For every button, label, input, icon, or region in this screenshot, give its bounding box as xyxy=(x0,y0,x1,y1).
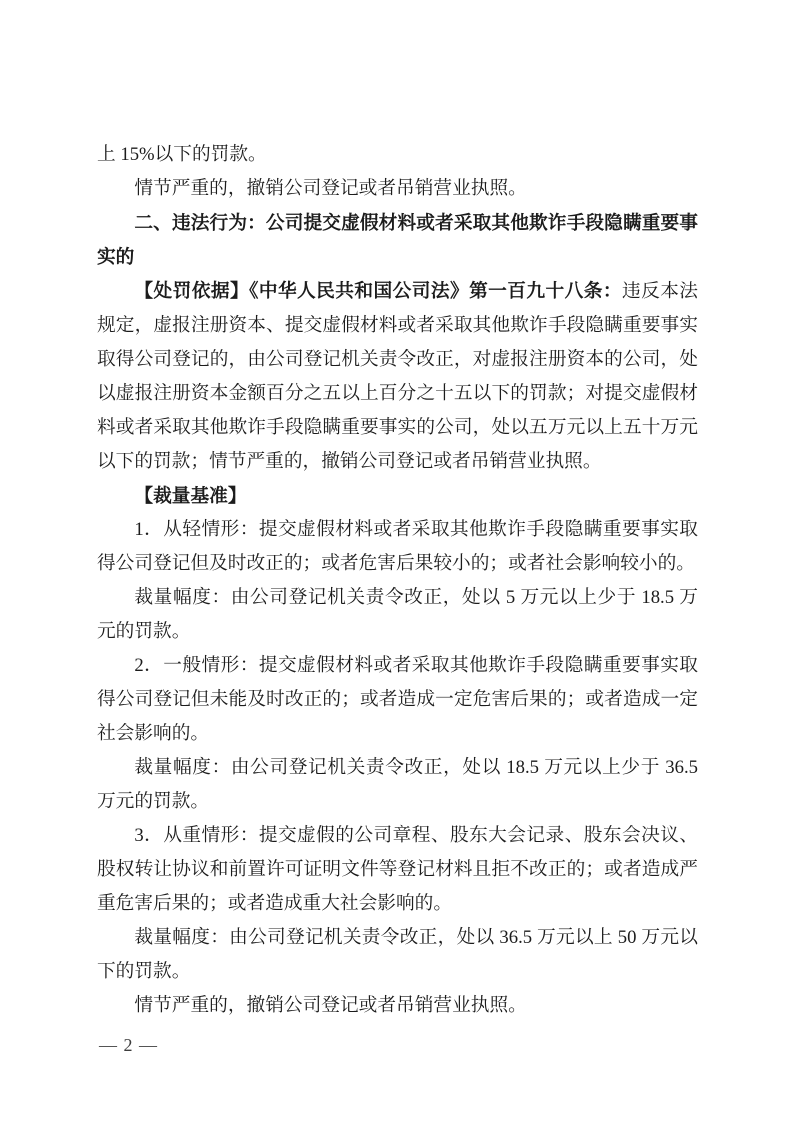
paragraph-item1-range: 裁量幅度：由公司登记机关责令改正，处以 5 万元以上少于 18.5 万元的罚款。 xyxy=(97,587,698,642)
paragraph-item3-range: 裁量幅度：由公司登记机关责令改正，处以 36.5 万元以上 50 万元以下的罚款。 xyxy=(97,927,698,982)
paragraph-serious-circumstances-1: 情节严重的，撤销公司登记或者吊销营业执照。 xyxy=(134,178,527,199)
penalty-basis-label: 【处罚依据】《中华人民共和国公司法》第一百九十八条： xyxy=(134,280,622,301)
paragraph-serious-circumstances-2: 情节严重的，撤销公司登记或者吊销营业执照。 xyxy=(134,995,527,1016)
paragraph-item2-range: 裁量幅度：由公司登记机关责令改正，处以 18.5 万元以上少于 36.5 万元的罚款。 xyxy=(97,757,698,812)
discretion-standard-label: 【裁量基准】 xyxy=(134,485,247,506)
paragraph-item1-lenient: 1．从轻情形：提交虚假材料或者采取其他欺诈手段隐瞒重要事实取得公司登记但及时改正的；或者危害后果较小的；或者社会影响较小的。 xyxy=(97,519,698,574)
page-number: — 2 — xyxy=(99,1035,158,1055)
section-heading: 二、违法行为：公司提交虚假材料或者采取其他欺诈手段隐瞒重要事实的 xyxy=(97,212,698,267)
paragraph-penalty-basis xyxy=(97,274,698,479)
paragraph-continuation: 上 15%以下的罚款。 xyxy=(97,144,267,165)
document-body xyxy=(97,138,698,1023)
paragraph-item2-general: 2．一般情形：提交虚假材料或者采取其他欺诈手段隐瞒重要事实取得公司登记但未能及时改正的；或者造成一定危害后果的；或者造成一定社会影响的。 xyxy=(97,655,698,744)
penalty-basis-text: 违反本法规定，虚报注册资本、提交虚假材料或者采取其他欺诈手段隐瞒重要事实取得公司登记的，由公司登记机关责令改正，对虚报注册资本的公司，处以虚报注册资本金额百分之五以上百分之十五以下的罚款；对提交虚假材料或者采取其他欺诈手段隐瞒重要事实的公司，处以五万元以上五十万元以下的罚款；情节严重的，撤销公司登记或者吊销营业执照。 xyxy=(97,281,698,472)
paragraph-item3-severe: 3．从重情形：提交虚假的公司章程、股东大会记录、股东会决议、股权转让协议和前置许可证明文件等登记材料且拒不改正的；或者造成严重危害后果的；或者造成重大社会影响的。 xyxy=(97,825,698,914)
